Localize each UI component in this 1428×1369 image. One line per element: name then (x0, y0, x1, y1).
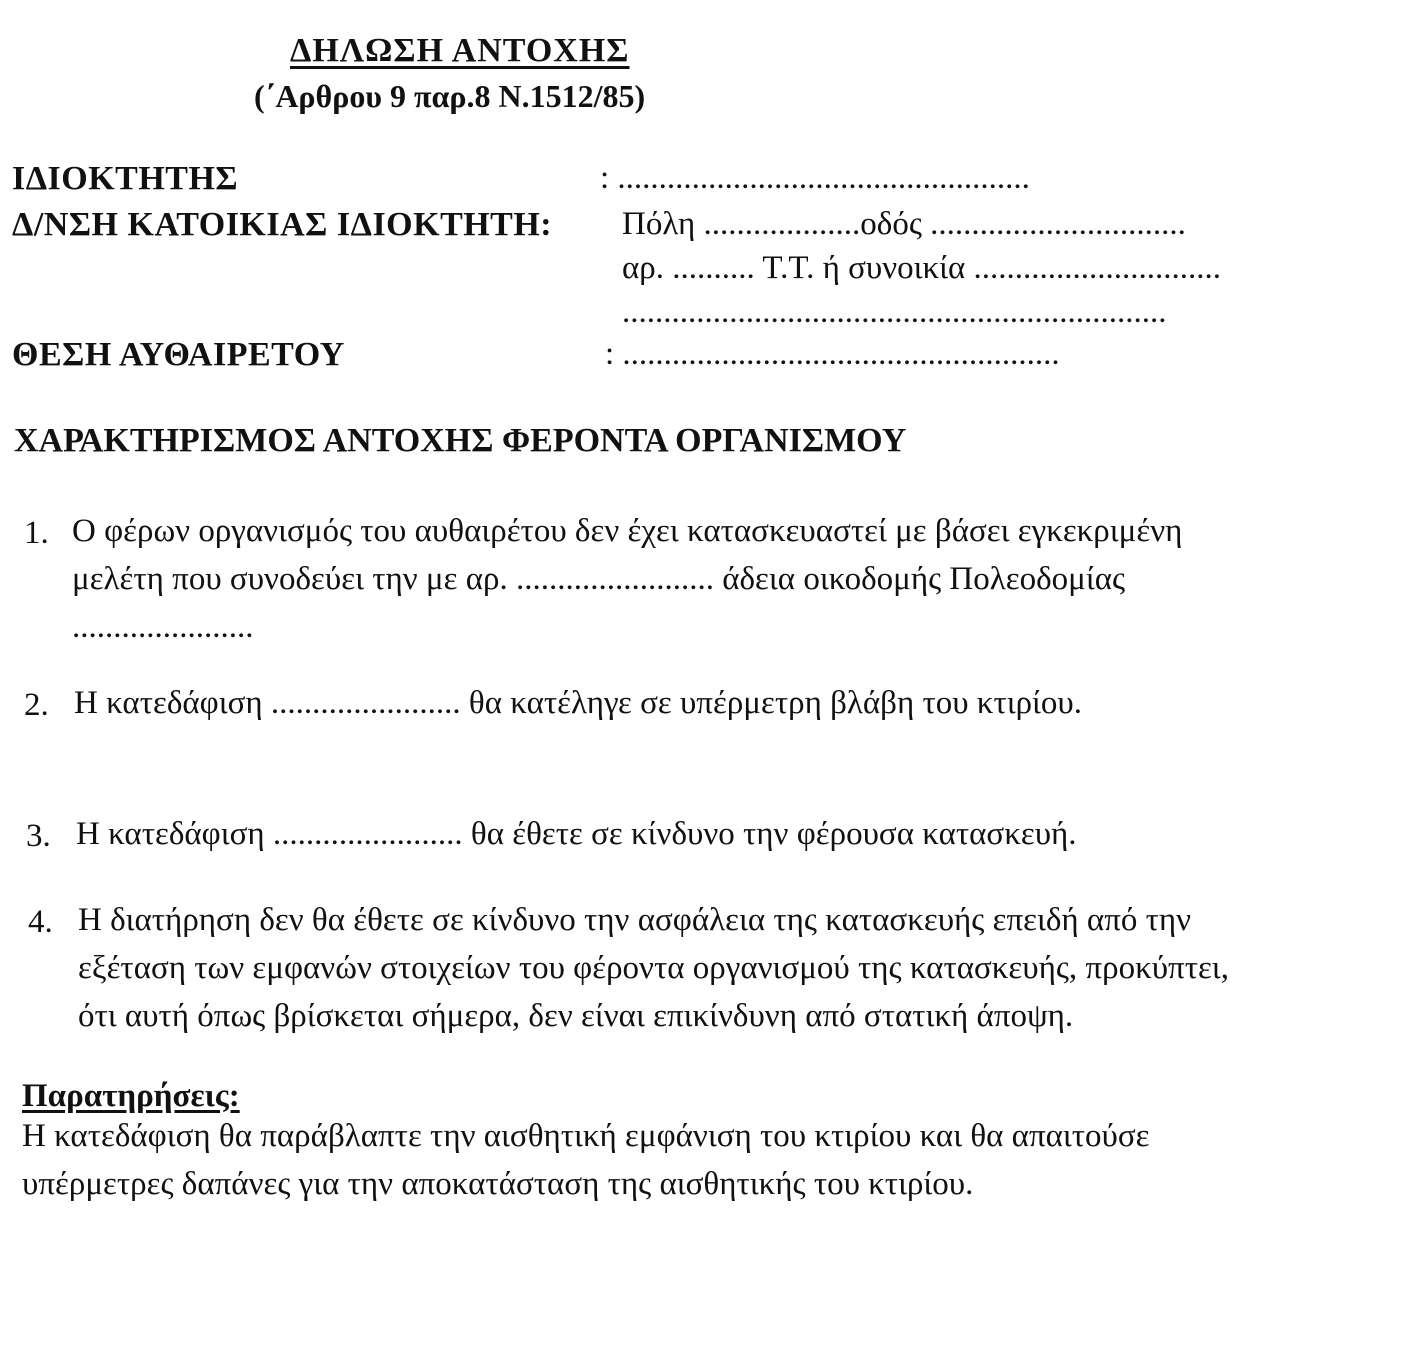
item-line: ότι αυτή όπως βρίσκεται σήμερα, δεν είναι επικίνδυνη από στατική άποψη. (78, 998, 1074, 1034)
item-line: Η κατεδάφιση ....................... θα έθετε σε κίνδυνο την φέρουσα κατασκευή. (76, 816, 1077, 852)
characterization-heading: ΧΑΡΑΚΤΗΡΙΣΜΟΣ ΑΝΤΟΧΗΣ ΦΕΡΟΝΤΑ ΟΡΓΑΝΙΣΜΟΥ (14, 422, 907, 459)
remarks-label: Παρατηρήσεις: (22, 1078, 240, 1114)
list-item-4 (78, 896, 1229, 1040)
location-label: ΘΕΣΗ ΑΥΘΑΙΡΕΤΟΥ (12, 336, 345, 373)
list-item-2 (74, 679, 1082, 727)
item-number: 4. (28, 904, 53, 940)
address-line-city-street: Πόλη ...................οδός ............................... (622, 206, 1186, 242)
address-label: Δ/ΝΣΗ ΚΑΤΟΙΚΙΑΣ ΙΔΙΟΚΤΗΤΗ: (12, 206, 553, 243)
item-line: ...................... (72, 609, 254, 645)
document-subtitle: (΄Αρθρου 9 παρ.8 Ν.1512/85) (254, 78, 646, 114)
remarks-text (22, 1112, 1150, 1208)
list-item-3 (76, 810, 1077, 858)
list-item-1 (72, 507, 1182, 651)
owner-label: ΙΔΙΟΚΤΗΤΗΣ (12, 160, 239, 197)
remarks-line: υπέρμετρες δαπάνες για την αποκατάσταση της αισθητικής του κτιρίου. (22, 1166, 974, 1202)
document-title: ΔΗΛΩΣΗ ΑΝΤΟΧΗΣ (290, 32, 630, 69)
item-line: εξέταση των εμφανών στοιχείων του φέροντα οργανισμού της κατασκευής, προκύπτει, (78, 950, 1229, 986)
item-line: Η διατήρηση δεν θα έθετε σε κίνδυνο την ασφάλεια της κατασκευής επειδή από την (78, 902, 1192, 938)
item-line: Η κατεδάφιση ....................... θα κατέληγε σε υπέρμετρη βλάβη του κτιρίου. (74, 685, 1083, 721)
item-number: 2. (24, 687, 49, 723)
item-number: 1. (24, 515, 49, 551)
address-line-extra: .................................................................. (622, 294, 1167, 330)
item-line: Ο φέρων οργανισμός του αυθαιρέτου δεν έχει κατασκευαστεί με βάσει εγκεκριμένη (72, 513, 1183, 549)
item-line: μελέτη που συνοδεύει την με αρ. ........................ άδεια οικοδομής Πολεοδομίας (72, 561, 1126, 597)
item-number: 3. (26, 818, 51, 854)
remarks-line: Η κατεδάφιση θα παράβλαπτε την αισθητική εμφάνιση του κτιρίου και θα απαιτούσε (22, 1118, 1150, 1154)
owner-value: : .................................................. (600, 160, 1030, 196)
location-value: : ..................................................... (605, 336, 1060, 372)
address-line-number-district: αρ. .......... Τ.Τ. ή συνοικία .............................. (622, 250, 1222, 286)
